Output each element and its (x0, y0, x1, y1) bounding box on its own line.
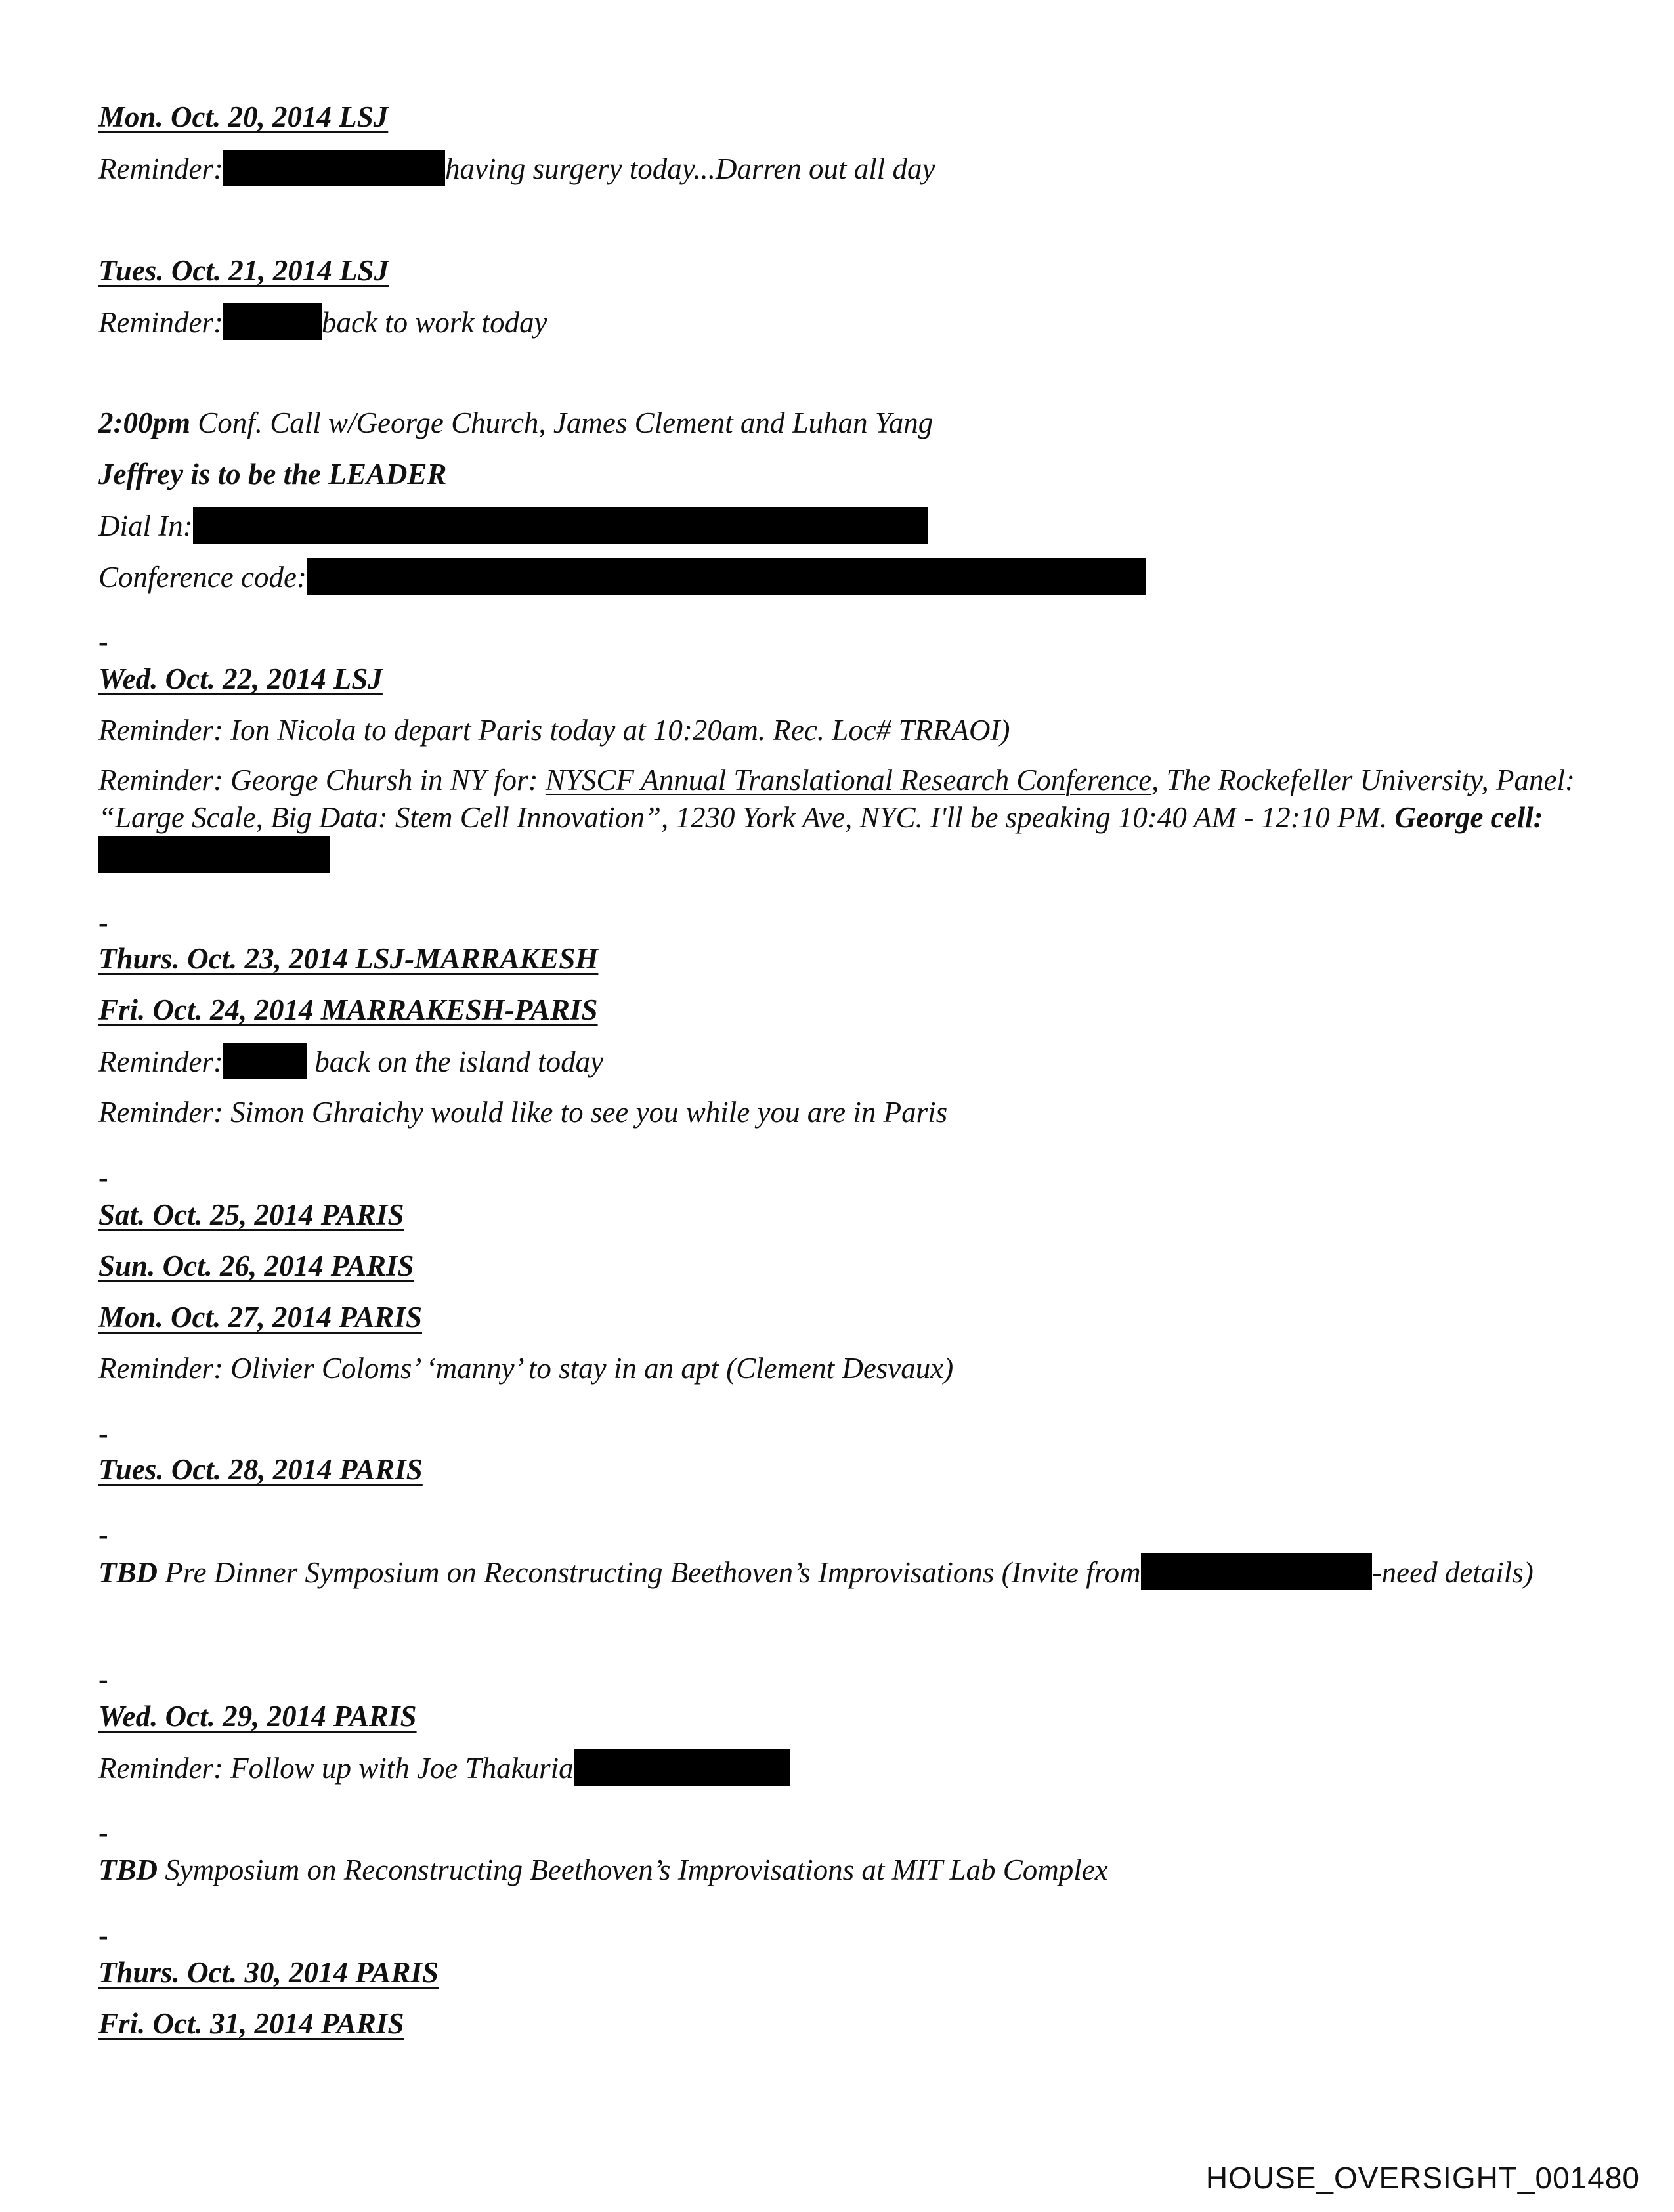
date-heading-oct26: Sun. Oct. 26, 2014 PARIS (98, 1249, 414, 1282)
dial-in-line: Dial In: (98, 507, 928, 544)
date-heading-oct20: Mon. Oct. 20, 2014 LSJ (98, 100, 389, 133)
separator-dash: - (98, 1919, 108, 1951)
bates-number: HOUSE_OVERSIGHT_001480 (1205, 2161, 1640, 2195)
leader-note: Jeffrey is to be the LEADER (98, 458, 447, 490)
date-heading-oct28: Tues. Oct. 28, 2014 PARIS (98, 1453, 423, 1486)
conference-code-line: Conference code: (98, 558, 1146, 596)
separator-dash: - (98, 1663, 108, 1695)
reminder-oct22-b: Reminder: George Chursh in NY for: NYSCF Annual Translational Research Conference, The Rockefeller University, Panel: “Large Scale, Big Data: Stem Cell Innovation”, 1230 York Ave, NYC. I'll be speaking 10:40 AM - 12:10 PM. George cell: (98, 762, 1576, 875)
separator-dash: - (98, 1161, 108, 1194)
redaction-block (223, 1043, 307, 1079)
separator-dash: - (98, 1418, 108, 1450)
date-heading-oct27: Mon. Oct. 27, 2014 PARIS (98, 1301, 422, 1334)
separator-dash: - (98, 1817, 108, 1849)
date-heading-oct29: Wed. Oct. 29, 2014 PARIS (98, 1700, 417, 1733)
reminder-oct21: Reminder: back to work today (98, 303, 547, 341)
date-heading-oct22: Wed. Oct. 22, 2014 LSJ (98, 662, 383, 695)
conf-call-entry: 2:00pm Conf. Call w/George Church, James Clement and Luhan Yang (98, 406, 934, 439)
date-heading-oct25: Sat. Oct. 25, 2014 PARIS (98, 1198, 404, 1231)
redaction-block (193, 507, 928, 544)
date-heading-oct31: Fri. Oct. 31, 2014 PARIS (98, 2007, 404, 2040)
date-heading-oct24: Fri. Oct. 24, 2014 MARRAKESH-PARIS (98, 993, 598, 1026)
reminder-oct24-b: Reminder: Simon Ghraichy would like to see you while you are in Paris (98, 1096, 948, 1129)
reminder-oct20: Reminder: having surgery today...Darren out all day (98, 150, 935, 187)
date-heading-oct30: Thurs. Oct. 30, 2014 PARIS (98, 1956, 439, 1989)
separator-dash: - (98, 626, 108, 658)
separator-dash: - (98, 907, 108, 939)
reminder-oct29: Reminder: Follow up with Joe Thakuria (98, 1749, 790, 1787)
date-heading-oct23: Thurs. Oct. 23, 2014 LSJ-MARRAKESH (98, 942, 599, 975)
reminder-oct24-a: Reminder: back on the island today (98, 1043, 603, 1080)
tbd-pre-dinner-symposium: TBD Pre Dinner Symposium on Reconstructing Beethoven’s Improvisations (Invite from -need details) (98, 1553, 1576, 1592)
redaction-block (574, 1749, 790, 1786)
separator-dash: - (98, 1519, 108, 1551)
tbd-mit-symposium: TBD Symposium on Reconstructing Beethoven’s Improvisations at MIT Lab Complex (98, 1854, 1108, 1886)
redaction-block (223, 150, 445, 186)
conference-link[interactable]: NYSCF Annual Translational Research Conference (545, 764, 1152, 796)
redaction-block (223, 303, 322, 340)
reminder-oct22-a: Reminder: Ion Nicola to depart Paris today at 10:20am. Rec. Loc# TRRAOI) (98, 714, 1010, 747)
reminder-oct27: Reminder: Olivier Coloms’ ‘manny’ to stay in an apt (Clement Desvaux) (98, 1352, 954, 1385)
date-heading-oct21: Tues. Oct. 21, 2014 LSJ (98, 254, 389, 287)
redaction-block (307, 558, 1146, 595)
redaction-block (1141, 1553, 1372, 1590)
redaction-block (98, 836, 330, 873)
